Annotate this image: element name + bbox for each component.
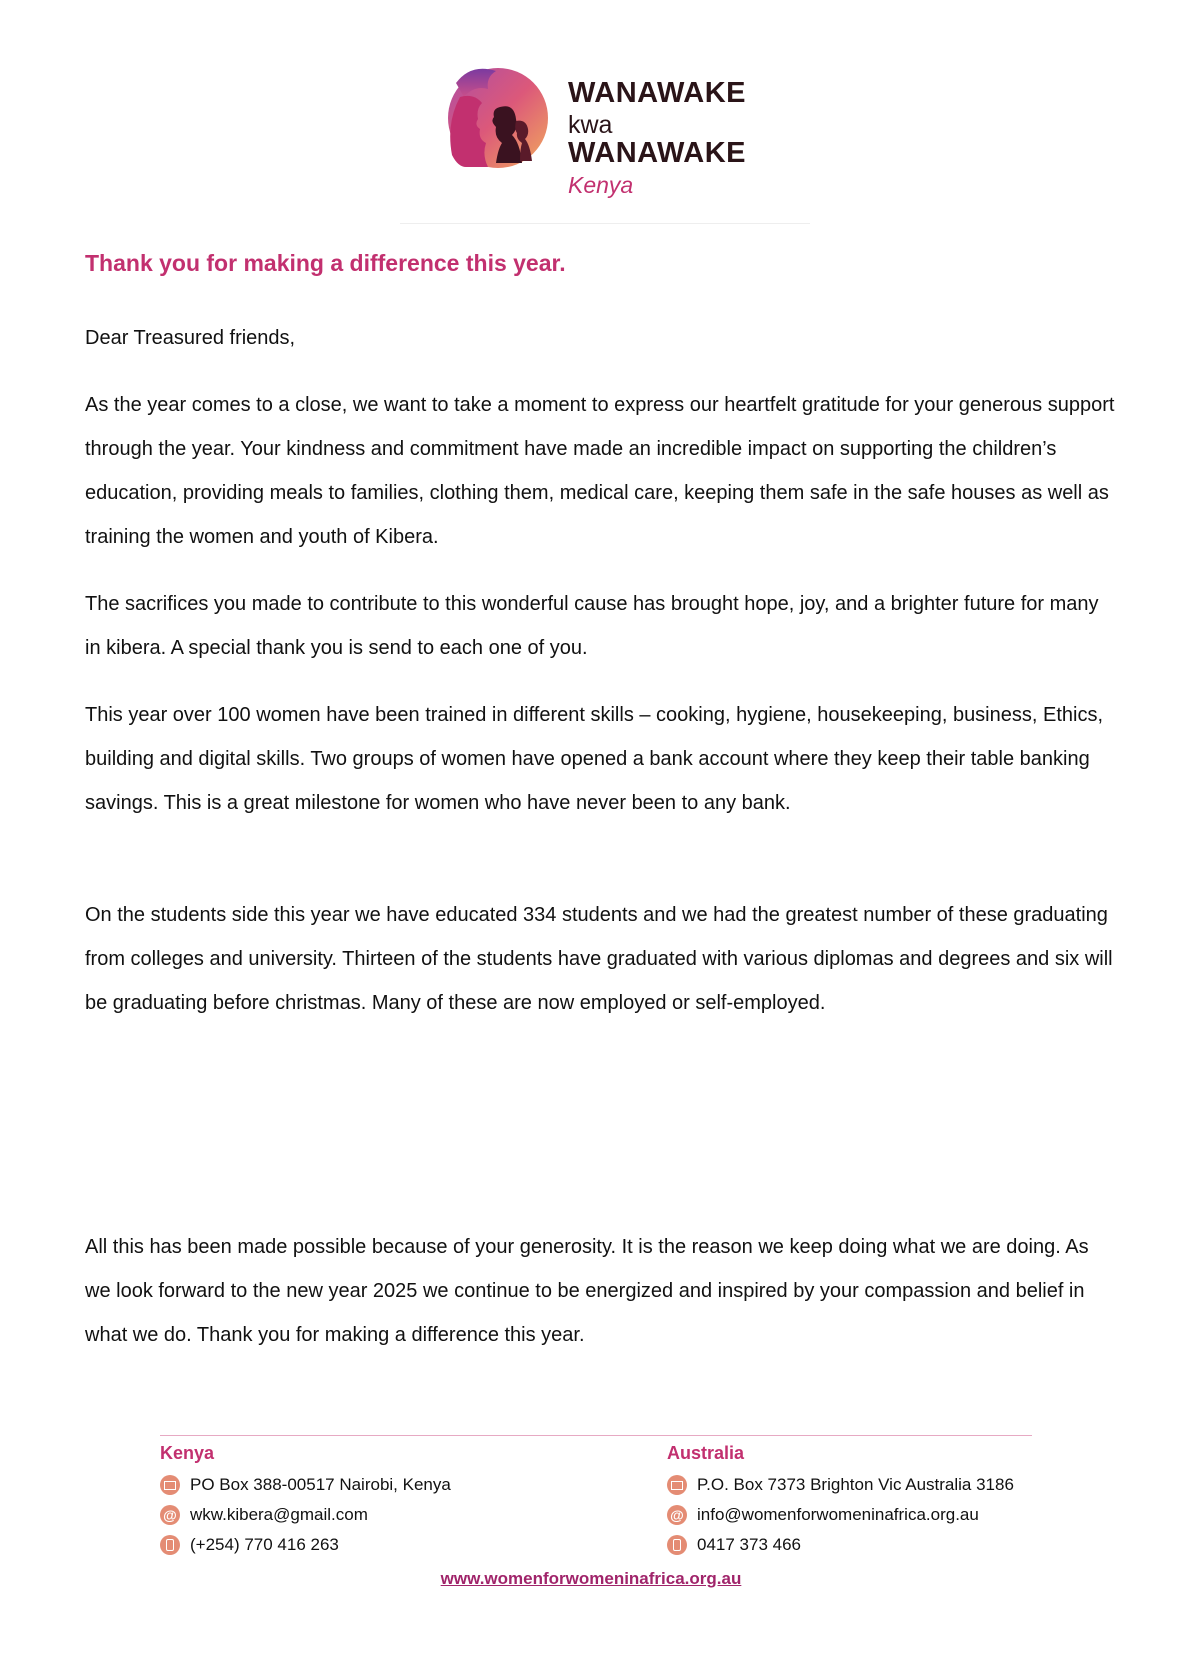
logo-kwa: kwa	[568, 111, 613, 139]
contact-kenya	[160, 1441, 451, 1560]
contact-australia-address: P.O. Box 7373 Brighton Vic Australia 3186	[697, 1475, 1014, 1494]
women-silhouette-logo-mark	[416, 63, 566, 173]
logo-wanawake-2: WANAWAKE	[568, 137, 746, 169]
contact-australia-title: Australia	[667, 1443, 745, 1463]
contact-kenya-phone: (+254) 770 416 263	[190, 1535, 339, 1554]
contact-australia-email-row	[667, 1500, 1014, 1530]
letter-heading: Thank you for making a difference this year.	[85, 250, 566, 276]
header-divider	[400, 223, 810, 224]
contact-kenya-email-row	[160, 1500, 451, 1530]
paragraph-women-training: This year over 100 women have been trained in different skills – cooking, hygiene, housekeeping, business, Ethics, building and digital skills. Two groups of women have opened a bank account where they keep their table banking savings. This is a great milestone for women who have never been to any bank.	[85, 704, 1104, 814]
logo-line-wanawake: WANAWAKE	[568, 77, 746, 109]
envelope-icon	[160, 1475, 180, 1495]
contact-kenya-phone-row	[160, 1530, 451, 1560]
at-sign-icon	[667, 1505, 687, 1525]
contact-kenya-title: Kenya	[160, 1443, 215, 1463]
phone-icon	[667, 1535, 687, 1555]
logo-country: Kenya	[568, 172, 634, 198]
contact-australia-phone: 0417 373 466	[697, 1535, 801, 1554]
contact-kenya-address: PO Box 388-00517 Nairobi, Kenya	[190, 1475, 451, 1494]
contact-australia	[667, 1441, 1014, 1560]
paragraph-gratitude: As the year comes to a close, we want to take a moment to express our heartfelt gratitude for your generous support through the year. Your kindness and commitment have made an incredible impact on supporting the children’s education, providing meals to families, clothing them, medical care, keeping them safe in the safe houses as well as training the women and youth of Kibera.	[85, 394, 1115, 548]
contact-australia-phone-row	[667, 1530, 1014, 1560]
paragraph-students: On the students side this year we have educated 334 students and we had the greatest number of these graduating from colleges and university. Thirteen of the students have graduated with various diplomas and degrees and six will be graduating before christmas. Many of these are now employed or self-employed.	[85, 904, 1113, 1014]
envelope-icon	[667, 1475, 687, 1495]
contact-kenya-email[interactable]: wkw.kibera@gmail.com	[190, 1505, 368, 1524]
contact-australia-address-row	[667, 1470, 1014, 1500]
footer-divider	[160, 1435, 1032, 1436]
organization-logo	[416, 63, 796, 198]
website-link[interactable]: www.womenforwomeninafrica.org.au	[440, 1569, 742, 1588]
paragraph-closing: All this has been made possible because of your generosity. It is the reason we keep doing what we are doing. As we look forward to the new year 2025 we continue to be energized and inspired by your compassion and belief in what we do. Thank you for making a difference this year.	[85, 1236, 1089, 1346]
contact-australia-email[interactable]: info@womenforwomeninafrica.org.au	[697, 1505, 979, 1524]
contact-kenya-address-row	[160, 1470, 451, 1500]
logo-line-kwa-wanawake	[568, 110, 796, 168]
paragraph-sacrifices: The sacrifices you made to contribute to this wonderful cause has brought hope, joy, and a brighter future for many in kibera. A special thank you is send to each one of you.	[85, 593, 1099, 659]
phone-icon	[160, 1535, 180, 1555]
at-sign-icon	[160, 1505, 180, 1525]
salutation: Dear Treasured friends,	[85, 327, 296, 349]
